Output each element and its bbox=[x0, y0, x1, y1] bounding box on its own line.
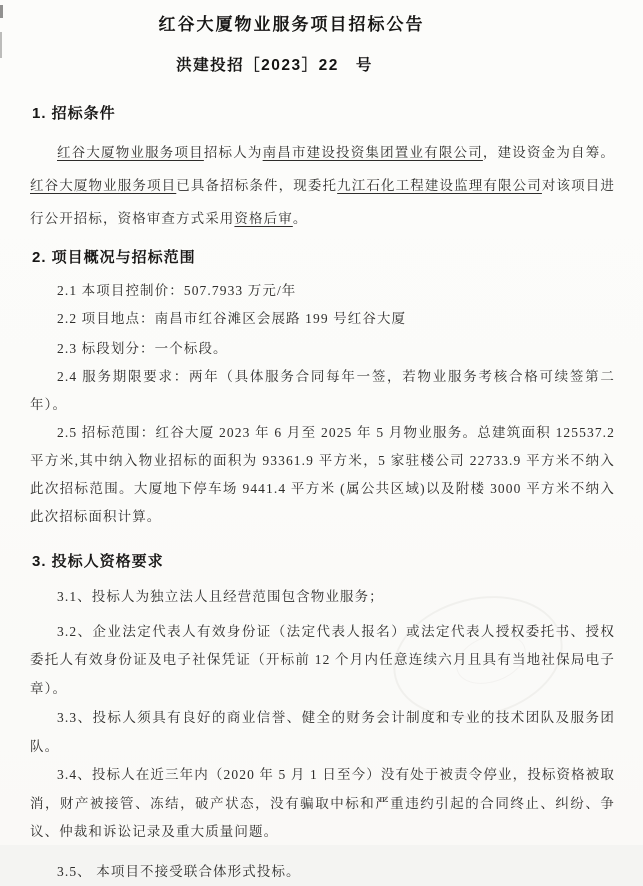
section-1-heading: 1. 招标条件 bbox=[32, 102, 615, 123]
clause-3-1-legal-entity: 3.1、投标人为独立法人且经营范围包含物业服务； bbox=[30, 583, 615, 612]
text-segment: ，建设资金为自筹。 bbox=[483, 145, 615, 160]
clause-2-1-control-price: 2.1 本项目控制价：507.7933 万元/年 bbox=[30, 277, 615, 305]
clause-2-3-lot-division: 2.3 标段划分：一个标段。 bbox=[30, 335, 615, 363]
underlined-tenderee-name: 南昌市建设投资集团置业有限公司 bbox=[263, 145, 483, 160]
section-1-paragraph bbox=[30, 136, 615, 235]
clause-2-4-service-term: 2.4 服务期限要求：两年（具体服务合同每年一签，若物业服务考核合格可续签第二年）。 bbox=[30, 363, 615, 419]
clause-3-4-no-violation-record: 3.4、投标人在近三年内（2020 年 5 月 1 日至今）没有处于被责令停业，投标资格被取消，财产被接管、冻结，破产状态，没有骗取中标和严重违约引起的合同终止、纠纷、争议、仲裁和诉讼记录及重大质量问题。 bbox=[30, 761, 615, 847]
clause-3-5-no-consortium: 3.5、 本项目不接受联合体形式投标。 bbox=[30, 858, 615, 886]
scan-edge-artifact bbox=[0, 32, 2, 58]
underlined-agency-name: 九江石化工程建设监理有限公司 bbox=[337, 178, 542, 193]
text-segment: 已具备招标条件，现委托 bbox=[176, 178, 337, 193]
section-2-heading: 2. 项目概况与招标范围 bbox=[32, 246, 615, 267]
text-segment: 。 bbox=[293, 211, 308, 226]
clause-3-3-reputation-requirement: 3.3、投标人须具有良好的商业信誉、健全的财务会计制度和专业的技术团队及服务团队。 bbox=[30, 704, 615, 761]
text-segment: 招标人为 bbox=[204, 145, 263, 160]
clause-3-2-id-and-social-security: 3.2、企业法定代表人有效身份证（法定代表人报名）或法定代表人授权委托书、授权委托人有效身份证及电子社保凭证（开标前 12 个月内任意连续六月且具有当地社保局电子章）。 bbox=[30, 618, 615, 704]
scan-edge-artifact bbox=[0, 5, 3, 18]
clause-2-2-project-location: 2.2 项目地点：南昌市红谷滩区会展路 199 号红谷大厦 bbox=[30, 305, 615, 333]
document-title: 红谷大厦物业服务项目招标公告 bbox=[30, 10, 553, 35]
underlined-project-name: 红谷大厦物业服务项目 bbox=[57, 145, 204, 160]
underlined-project-name: 红谷大厦物业服务项目 bbox=[30, 178, 176, 193]
clause-2-5-tender-scope: 2.5 招标范围：红谷大厦 2023 年 6 月至 2025 年 5 月物业服务。总建筑面积 125537.2 平方米,其中纳入物业招标的面积为 93361.9 平方米，5 家驻楼公司 22733.9 平方米不纳入此次招标范围。大厦地下停车场 9441.4 平方米 (属公共区域)以及附楼 3000 平方米不纳入此次招标面积计算。 bbox=[30, 419, 615, 531]
text-segment: 对该项目进行公开招标，资格审查方式采用 bbox=[30, 178, 615, 226]
underlined-qualification-method: 资格后审 bbox=[234, 211, 292, 226]
section-3-heading: 3. 投标人资格要求 bbox=[32, 550, 615, 571]
document-number: 洪建投招［2023］22 号 bbox=[30, 53, 519, 75]
